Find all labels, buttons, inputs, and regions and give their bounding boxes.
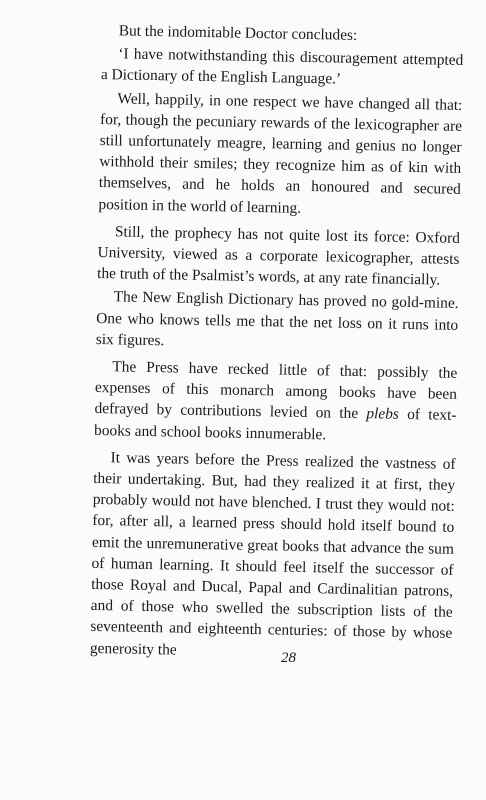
page-number: 28 [281, 650, 296, 666]
paragraph-gold-mine: The New English Dictionary has proved no gold-mine. One who knows tells me that the net loss on it runs into six figures. [95, 288, 459, 350]
quotation-dictionary: ‘I have notwithstanding this discouragement attempted a Dictionary of the English Language.’ [100, 45, 464, 89]
paragraph-doctor-concludes: But the indomitable Doctor concludes: [118, 22, 358, 44]
paragraph-press-recked-part-2: of text-books and school books innumerable. [93, 406, 457, 444]
paragraph-press-recked [94, 356, 458, 448]
body-text [90, 20, 464, 666]
paragraph-happily: Well, happily, in one respect we have changed all that: for, though the pecuniary rewards of the lexicographer are still unfortunately meagre, learning and genius no longer withhold their smiles; they recognize him as of kin with themselves, and he holds an honoured and secured position in the world of learning. [98, 89, 463, 217]
italic-plebs: plebs [366, 405, 400, 424]
paragraph-years-before: It was years before the Press realized the vastness of their undertaking. But, had they realized it at first, they probably would not have blenched. I trust they would not: for, after all, a learned press should hold itself bound to emit the unremunerative great books that advance the sum of human learning. It should feel itself the successor of those Royal and Ducal, Papal and Cardinalitian patrons, and of those who swelled the subscription lists of the seventeenth and eighteenth centuries: of those by whose generosity the [89, 449, 456, 659]
paragraph-press-recked-part-1: The Press have recked little of that: possibly the expenses of this monarch among books have been defrayed by contributions levied on the [94, 358, 458, 423]
paragraph-prophecy: Still, the prophecy has not quite lost its force: Oxford University, viewed as a corporate lexicographer, attests the truth of the Psalmist’s words, at any rate financially. [96, 223, 461, 289]
